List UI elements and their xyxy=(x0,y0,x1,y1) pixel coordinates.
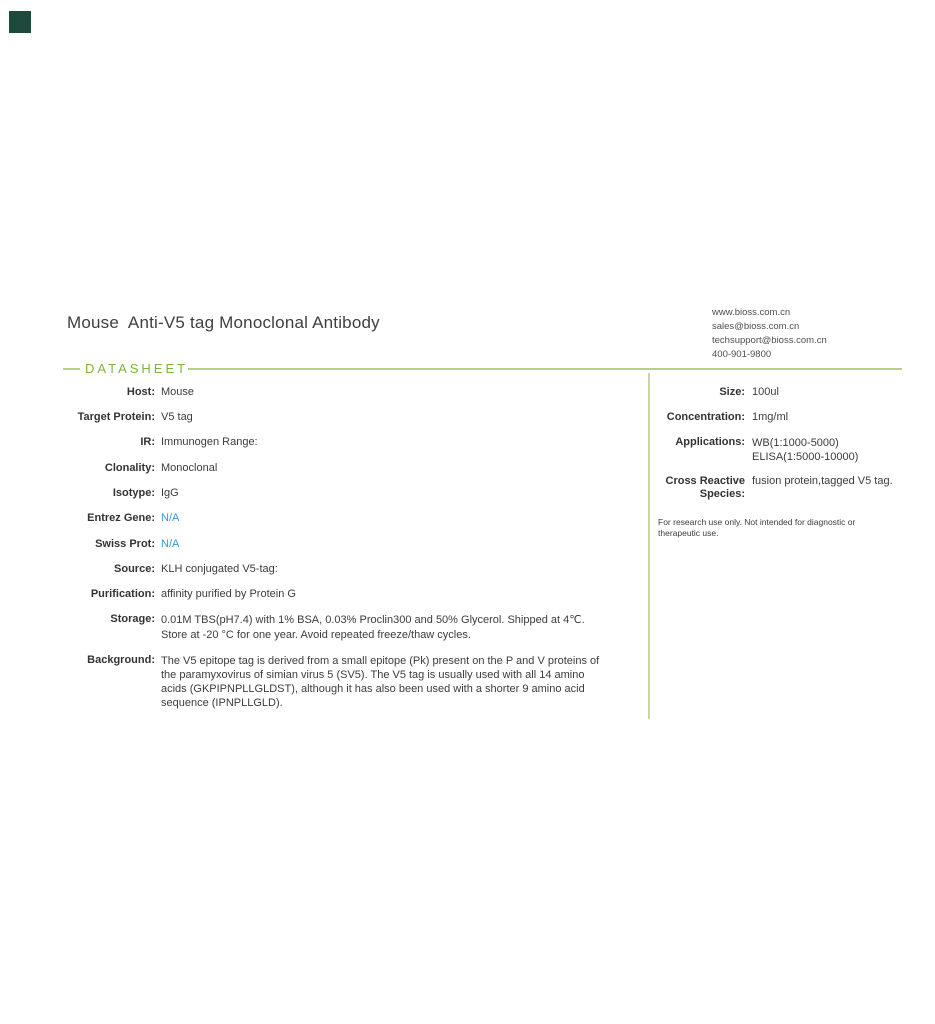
field-label: Purification: xyxy=(90,588,155,600)
datasheet-right-rule xyxy=(188,368,902,370)
column-divider xyxy=(648,373,650,719)
application-line: WB(1:1000-5000) xyxy=(752,437,839,449)
field-value xyxy=(752,436,858,464)
field-label: Clonality: xyxy=(104,462,155,474)
contact-info xyxy=(712,306,827,362)
background-line: sequence (IPNPLLGLD). xyxy=(161,697,283,709)
disclaimer-line: For research use only. Not intended for diagnostic or xyxy=(658,517,856,527)
field-label: Applications: xyxy=(675,436,745,448)
contact-phone: 400-901-9800 xyxy=(712,349,772,360)
field-label: IR: xyxy=(140,436,155,448)
storage-line: 0.01M TBS(pH7.4) with 1% BSA, 0.03% Proclin300 and 50% Glycerol. Shipped at 4℃. xyxy=(161,614,585,626)
field-value: IgG xyxy=(161,487,179,499)
field-label: Cross Reactive Species: xyxy=(665,475,745,500)
field-label: Size: xyxy=(719,386,745,398)
application-line: ELISA(1:5000-10000) xyxy=(752,451,859,463)
field-value: KLH conjugated V5-tag: xyxy=(161,563,278,575)
contact-sales-email: sales@bioss.com.cn xyxy=(712,321,800,332)
field-label: Storage: xyxy=(110,613,155,625)
field-value: V5 tag xyxy=(161,411,193,423)
datasheet-heading: DATASHEET xyxy=(85,361,189,376)
field-value: affinity purified by Protein G xyxy=(161,588,296,600)
field-value xyxy=(161,613,585,643)
contact-website: www.bioss.com.cn xyxy=(712,307,791,318)
field-label: Host: xyxy=(126,386,155,398)
field-label: Source: xyxy=(114,563,155,575)
field-label: Target Protein: xyxy=(77,411,155,423)
page-title: Mouse Anti-V5 tag Monoclonal Antibody xyxy=(67,313,380,332)
field-value xyxy=(161,654,599,710)
field-value: Immunogen Range: xyxy=(161,436,258,448)
company-logo xyxy=(9,11,31,33)
storage-line: Store at -20 °C for one year. Avoid repeated freeze/thaw cycles. xyxy=(161,629,471,641)
background-line: acids (GKPIPNPLLGLDST), although it has also been used with a shorter 9 amino acid xyxy=(161,683,585,695)
background-line: the paramyxovirus of simian virus 5 (SV5). The V5 tag is usually used with all 14 amino xyxy=(161,669,585,681)
field-label: Entrez Gene: xyxy=(87,512,155,524)
field-label: Swiss Prot: xyxy=(95,538,155,550)
disclaimer-line: therapeutic use. xyxy=(658,527,719,538)
contact-techsupport-email: techsupport@bioss.com.cn xyxy=(712,335,827,346)
field-value: 100ul xyxy=(752,386,779,398)
field-value: Mouse xyxy=(161,386,195,398)
entrez-gene-link[interactable]: N/A xyxy=(161,512,180,524)
datasheet-left-rule xyxy=(63,368,80,370)
field-label: Concentration: xyxy=(666,411,745,423)
field-label: Isotype: xyxy=(112,487,155,499)
background-line: The V5 epitope tag is derived from a small epitope (Pk) present on the P and V proteins of xyxy=(161,655,600,667)
field-label: Background: xyxy=(87,654,155,666)
swiss-prot-link[interactable]: N/A xyxy=(161,538,180,550)
field-value: Monoclonal xyxy=(161,462,218,474)
field-value: fusion protein,tagged V5 tag. xyxy=(752,475,893,487)
research-use-disclaimer xyxy=(658,517,855,538)
field-value: 1mg/ml xyxy=(752,411,789,423)
